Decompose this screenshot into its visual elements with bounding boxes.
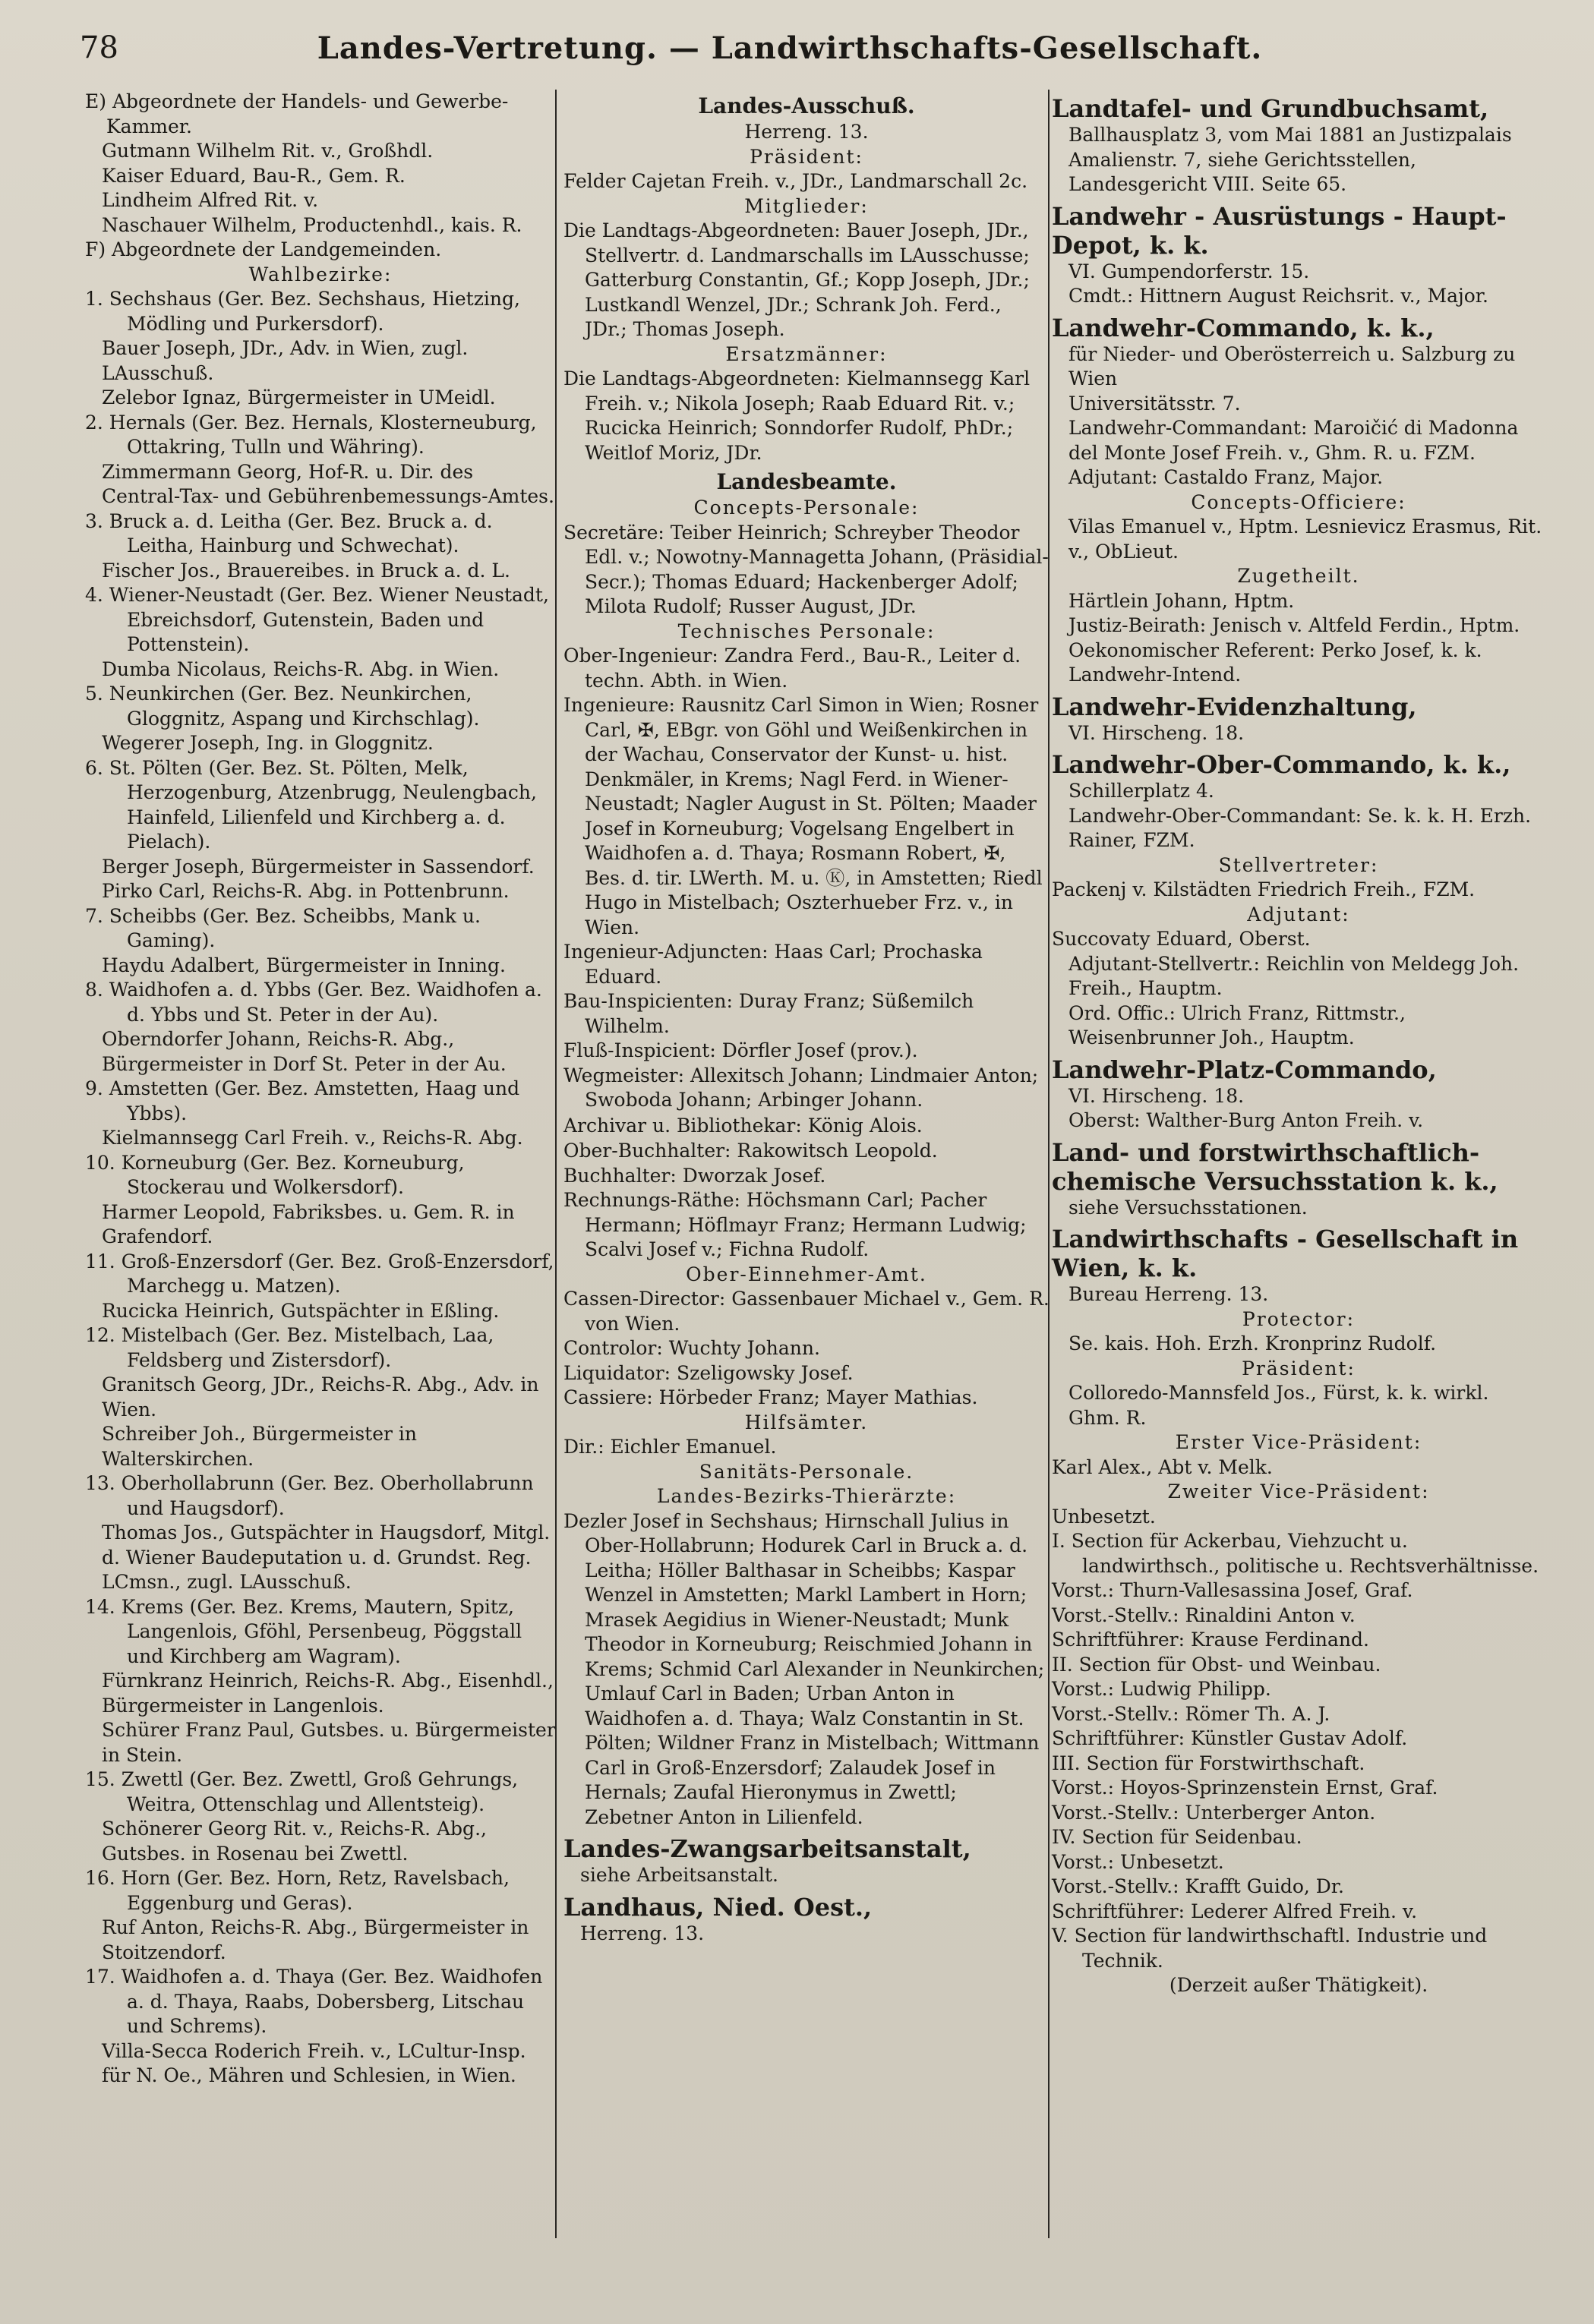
text-line: siehe Versuchsstationen.	[1068, 1196, 1308, 1219]
text-line: Berger Joseph, Bürgermeister in Sassendorf.	[102, 855, 535, 878]
column-middle	[563, 90, 1050, 1946]
text-line: Cassiere: Hörbeder Franz; Mayer Mathias.	[563, 1386, 978, 1408]
text-line: Technisches Personale:	[677, 620, 936, 642]
text-line: 16. Horn (Ger. Bez. Horn, Retz, Ravelsbach, Eggenburg und Geras).	[85, 1867, 510, 1914]
entry-heading: Landes-Ausschuß.	[698, 93, 915, 118]
text-line: siehe Arbeitsanstalt.	[580, 1864, 778, 1886]
text-line: F) Abgeordnete der Landgemeinden.	[85, 238, 442, 260]
text-line: Cassen-Director: Gassenbauer Michael v., Gem. R. von Wien.	[563, 1288, 1050, 1335]
column-right	[1052, 90, 1545, 1998]
text-line: Schriftführer: Lederer Alfred Freih. v.	[1052, 1900, 1418, 1922]
text-line: Fischer Jos., Brauereibes. in Bruck a. d. L.	[102, 559, 510, 582]
text-line: für Nieder- und Oberösterreich u. Salzburg zu Wien	[1068, 342, 1516, 389]
text-line: Ober-Ingenieur: Zandra Ferd., Bau-R., Leiter d. techn. Abth. in Wien.	[563, 645, 1021, 692]
text-line: Adjutant:	[1247, 903, 1350, 926]
text-line: Wegmeister: Allexitsch Johann; Lindmaier Anton; Swoboda Johann; Arbinger Johann.	[563, 1064, 1039, 1111]
text-line: Naschauer Wilhelm, Productenhdl., kais. R.	[102, 213, 522, 236]
entry-heading: Landesbeamte.	[716, 469, 897, 494]
text-line: Landwehr-Ober-Commandant: Se. k. k. H. Erzh. Rainer, FZM.	[1068, 804, 1532, 851]
text-line: Vorst.: Ludwig Philipp.	[1052, 1678, 1271, 1700]
text-line: Vilas Emanuel v., Hptm. Lesnievicz Erasmus, Rit. v., ObLieut.	[1068, 516, 1542, 563]
entry-heading: Landwehr-Platz-Commando,	[1052, 1055, 1437, 1084]
text-line: Pirko Carl, Reichs-R. Abg. in Pottenbrunn.	[102, 880, 510, 902]
text-line: Bureau Herreng. 13.	[1068, 1283, 1269, 1305]
text-line: VI. Hirscheng. 18.	[1068, 1084, 1245, 1107]
text-line: II. Section für Obst- und Weinbau.	[1052, 1653, 1381, 1676]
entry-heading: Landwehr - Ausrüstungs - Haupt-Depot, k. k.	[1052, 201, 1507, 260]
text-line: Vorst.-Stellv.: Rinaldini Anton v.	[1052, 1603, 1356, 1626]
text-line: Unbesetzt.	[1052, 1505, 1156, 1528]
text-line: 5. Neunkirchen (Ger. Bez. Neunkirchen, Gloggnitz, Aspang und Kirchschlag).	[85, 683, 480, 730]
text-line: Buchhalter: Dworzak Josef.	[563, 1164, 826, 1187]
text-line: Fluß-Inspicient: Dörfler Josef (prov.).	[563, 1039, 918, 1061]
text-line: Hilfsämter.	[744, 1411, 869, 1433]
text-line: Succovaty Eduard, Oberst.	[1052, 928, 1311, 950]
text-line: Oberst: Walther-Burg Anton Freih. v.	[1068, 1109, 1424, 1131]
text-line: Stellvertreter:	[1218, 853, 1379, 876]
text-line: Lindheim Alfred Rit. v.	[102, 189, 319, 211]
text-line: Vorst.-Stellv.: Römer Th. A. J.	[1052, 1702, 1330, 1725]
entry-heading: Landhaus, Nied. Oest.,	[563, 1892, 873, 1922]
text-line: 8. Waidhofen a. d. Ybbs (Ger. Bez. Waidhofen a. d. Ybbs und St. Peter in der Au).	[85, 979, 542, 1026]
text-line: Kielmannsegg Carl Freih. v., Reichs-R. Abg.	[102, 1127, 523, 1149]
text-line: Cmdt.: Hittnern August Reichsrit. v., Major.	[1068, 285, 1488, 307]
text-line: Vorst.: Thurn-Vallesassina Josef, Graf.	[1052, 1579, 1413, 1601]
text-line: 14. Krems (Ger. Bez. Krems, Mautern, Spitz, Langenlois, Gföhl, Persenbeug, Pöggstall und Kirchberg am Wagram).	[85, 1595, 522, 1667]
text-line: Herreng. 13.	[580, 1922, 705, 1944]
entry-heading: Landwehr-Commando, k. k.,	[1052, 313, 1435, 342]
text-line: 10. Korneuburg (Ger. Bez. Korneuburg, Stockerau und Wolkersdorf).	[85, 1151, 465, 1198]
text-line: 6. St. Pölten (Ger. Bez. St. Pölten, Melk, Herzogenburg, Atzenbrugg, Neulengbach, Hainfeld, Lilienfeld und Kirchberg a. d. Pielach).	[85, 756, 537, 853]
text-line: Universitätsstr. 7.	[1068, 392, 1241, 415]
text-line: Zugetheilt.	[1237, 565, 1360, 587]
text-line: Adjutant-Stellvertr.: Reichlin von Meldegg Joh. Freih., Hauptm.	[1068, 952, 1520, 999]
text-line: Archivar u. Bibliothekar: König Alois.	[563, 1114, 923, 1137]
text-line: 9. Amstetten (Ger. Bez. Amstetten, Haag und Ybbs).	[85, 1077, 520, 1124]
text-line: Fürnkranz Heinrich, Reichs-R. Abg., Eisenhdl., Bürgermeister in Langenlois.	[102, 1670, 554, 1717]
text-line: Schillerplatz 4.	[1068, 780, 1214, 802]
text-line: Sanitäts-Personale.	[699, 1460, 914, 1483]
text-line: Vorst.-Stellv.: Krafft Guido, Dr.	[1052, 1875, 1344, 1897]
text-line: Kaiser Eduard, Bau-R., Gem. R.	[102, 164, 406, 187]
text-line: Ord. Offic.: Ulrich Franz, Rittmstr., Weisenbrunner Joh., Hauptm.	[1068, 1001, 1406, 1048]
text-line: 1. Sechshaus (Ger. Bez. Sechshaus, Hietzing, Mödling und Purkersdorf).	[85, 288, 520, 335]
text-line: Vorst.: Unbesetzt.	[1052, 1850, 1224, 1873]
text-line: Colloredo-Mannsfeld Jos., Fürst, k. k. wirkl. Ghm. R.	[1068, 1382, 1489, 1429]
text-line: 15. Zwettl (Ger. Bez. Zwettl, Groß Gehrungs, Weitra, Ottenschlag und Allentsteig).	[85, 1768, 519, 1815]
text-line: 2. Hernals (Ger. Bez. Hernals, Klosterneuburg, Ottakring, Tulln und Währing).	[85, 411, 537, 458]
text-line: Mitglieder:	[744, 194, 869, 217]
text-line: 13. Oberhollabrunn (Ger. Bez. Oberhollabrunn und Haugsdorf).	[85, 1472, 534, 1519]
entry-heading: Landwehr-Evidenzhaltung,	[1052, 692, 1417, 721]
text-line: Protector:	[1242, 1307, 1356, 1330]
text-line: Ober-Einnehmer-Amt.	[686, 1263, 927, 1285]
page-number: 78	[80, 30, 118, 65]
text-line: Karl Alex., Abt v. Melk.	[1052, 1455, 1273, 1478]
entry-heading: Landwehr-Ober-Commando, k. k.,	[1052, 750, 1511, 779]
text-line: Schriftführer: Krause Ferdinand.	[1052, 1629, 1369, 1651]
text-line: Liquidator: Szeligowsky Josef.	[563, 1361, 854, 1384]
text-line: Die Landtags-Abgeordneten: Bauer Joseph, JDr., Stellvertr. d. Landmarschalls im LAusschusse; Gatterburg Constantin, Gf.; Kopp Joseph, JDr.; Lustkandl Wenzel, JDr.; Schrank Joh. Ferd., JDr.; Thomas Joseph.	[563, 219, 1030, 340]
text-line: Thomas Jos., Gutspächter in Haugsdorf, Mitgl. d. Wiener Baudeputation u. d. Grundst. Reg. LCmsn., zugl. LAusschuß.	[102, 1521, 551, 1593]
text-line: E) Abgeordnete der Handels- und Gewerbe-Kammer.	[85, 90, 509, 137]
text-line: Villa-Secca Roderich Freih. v., LCultur-Insp. für N. Oe., Mähren und Schlesien, in Wien.	[102, 2039, 526, 2086]
text-line: Bauer Joseph, JDr., Adv. in Wien, zugl. LAusschuß.	[102, 337, 469, 384]
text-line: VI. Gumpendorferstr. 15.	[1068, 260, 1310, 282]
text-line: Granitsch Georg, JDr., Reichs-R. Abg., Adv. in Wien.	[102, 1373, 539, 1421]
text-line: Schreiber Joh., Bürgermeister in Walterskirchen.	[102, 1423, 418, 1470]
entry-heading: Landtafel- und Grundbuchsamt,	[1052, 94, 1489, 123]
text-line: Oekonomischer Referent: Perko Josef, k. k. Landwehr-Intend.	[1068, 639, 1482, 686]
text-line: Concepts-Officiere:	[1191, 490, 1406, 513]
text-line: (Derzeit außer Thätigkeit).	[1169, 1974, 1428, 1996]
text-line: VI. Hirscheng. 18.	[1068, 721, 1245, 744]
text-line: Haydu Adalbert, Bürgermeister in Inning.	[102, 954, 506, 976]
text-line: Landwehr-Commandant: Maroičić di Madonna del Monte Josef Freih. v., Ghm. R. u. FZM.	[1068, 417, 1519, 464]
text-line: Justiz-Beirath: Jenisch v. Altfeld Ferdin., Hptm.	[1068, 614, 1520, 636]
text-line: Packenj v. Kilstädten Friedrich Freih., FZM.	[1052, 878, 1476, 900]
page-header	[46, 30, 1534, 87]
text-line: Oberndorfer Johann, Reichs-R. Abg., Bürgermeister in Dorf St. Peter in der Au.	[102, 1028, 507, 1075]
text-line: Gutmann Wilhelm Rit. v., Großhdl.	[102, 140, 434, 162]
text-line: 17. Waidhofen a. d. Thaya (Ger. Bez. Waidhofen a. d. Thaya, Raabs, Dobersberg, Litschau und Schrems).	[85, 1966, 543, 2037]
text-line: Adjutant: Castaldo Franz, Major.	[1068, 466, 1384, 488]
text-line: Dir.: Eichler Emanuel.	[563, 1436, 777, 1458]
text-line: III. Section für Forstwirthschaft.	[1052, 1752, 1365, 1774]
entry-heading: Landwirthschafts - Gesellschaft in Wien, k. k.	[1052, 1225, 1519, 1282]
text-line: Rucicka Heinrich, Gutspächter in Eßling.	[102, 1299, 500, 1322]
text-line: Se. kais. Hoh. Erzh. Kronprinz Rudolf.	[1068, 1332, 1437, 1354]
text-line: Ballhausplatz 3, vom Mai 1881 an Justizpalais Amalienstr. 7, siehe Gerichtsstellen, Landesgericht VIII. Seite 65.	[1068, 124, 1512, 195]
text-line: Präsident:	[750, 145, 863, 168]
text-line: Dumba Nicolaus, Reichs-R. Abg. in Wien.	[102, 657, 500, 680]
text-line: Herreng. 13.	[744, 121, 869, 143]
text-line: 3. Bruck a. d. Leitha (Ger. Bez. Bruck a. d. Leitha, Hainburg und Schwechat).	[85, 509, 493, 557]
text-line: Die Landtags-Abgeordneten: Kielmannsegg Karl Freih. v.; Nikola Joseph; Raab Eduard Rit. v.; Rucicka Heinrich; Sonndorfer Rudolf, PhDr.; Weitlof Moriz, JDr.	[563, 367, 1031, 464]
text-line: 4. Wiener-Neustadt (Ger. Bez. Wiener Neustadt, Ebreichsdorf, Gutenstein, Baden und Pottenstein).	[85, 584, 549, 655]
text-line: Landes-Bezirks-Thierärzte:	[656, 1485, 957, 1507]
text-line: Concepts-Personale:	[693, 497, 920, 519]
text-line: Zweiter Vice-Präsident:	[1167, 1480, 1430, 1503]
text-line: IV. Section für Seidenbau.	[1052, 1826, 1302, 1848]
text-line: 7. Scheibbs (Ger. Bez. Scheibbs, Mank u. Gaming).	[85, 904, 481, 951]
text-line: Präsident:	[1242, 1357, 1356, 1380]
text-line: Ingenieur-Adjuncten: Haas Carl; Prochaska Eduard.	[563, 941, 983, 988]
text-line: 12. Mistelbach (Ger. Bez. Mistelbach, Laa, Feldsberg und Zistersdorf).	[85, 1324, 494, 1371]
text-line: Ober-Buchhalter: Rakowitsch Leopold.	[563, 1140, 938, 1162]
text-line: I. Section für Ackerbau, Viehzucht u. landwirthsch., politische u. Rechtsverhältnisse.	[1052, 1530, 1539, 1577]
text-line: Harmer Leopold, Fabriksbes. u. Gem. R. in Grafendorf.	[102, 1200, 515, 1247]
entry-heading: Land- und forstwirthschaftlich-chemische Versuchsstation k. k.,	[1052, 1137, 1498, 1196]
text-line: Ruf Anton, Reichs-R. Abg., Bürgermeister in Stoitzendorf.	[102, 1916, 529, 1963]
text-line: Schönerer Georg Rit. v., Reichs-R. Abg., Gutsbes. in Rosenau bei Zwettl.	[102, 1818, 487, 1865]
text-line: V. Section für landwirthschaftl. Industrie und Technik.	[1052, 1925, 1488, 1972]
text-line: Zimmermann Georg, Hof-R. u. Dir. des Central-Tax- und Gebührenbemessungs-Amtes.	[102, 460, 554, 507]
text-line: 11. Groß-Enzersdorf (Ger. Bez. Groß-Enzersdorf, Marchegg u. Matzen).	[85, 1250, 554, 1297]
text-line: Vorst.-Stellv.: Unterberger Anton.	[1052, 1801, 1376, 1824]
text-line: Dezler Josef in Sechshaus; Hirnschall Julius in Ober-Hollabrunn; Hodurek Carl in Bruck a. d. Leitha; Höller Balthasar in Scheibbs; Kaspar Wenzel in Amstetten; Markl Lambert in Horn; Mrasek Aegidius in Wiener-Neustadt; Munk Theodor in Korneuburg; Reischmied Johann in Krems; Schmid Carl Alexander in Neunkirchen; Umlauf Carl in Baden; Urban Anton in Waidhofen a. d. Thaya; Walz Constantin in St. Pölten; Wildner Franz in Mistelbach; Wittmann Carl in Groß-Enzersdorf; Zalaudek Josef in Hernals; Zaufal Hieronymus in Zwettl; Zebetner Anton in Lilienfeld.	[563, 1509, 1045, 1828]
text-line: Ersatzmänner:	[725, 342, 888, 365]
text-line: Wahlbezirke:	[248, 263, 393, 285]
text-line: Rechnungs-Räthe: Höchsmann Carl; Pacher Hermann; Höflmayr Franz; Hermann Ludwig; Scalvi Josef v.; Fichna Rudolf.	[563, 1189, 1027, 1260]
text-line: Schürer Franz Paul, Gutsbes. u. Bürgermeister in Stein.	[102, 1719, 556, 1766]
text-line: Controlor: Wuchty Johann.	[563, 1337, 820, 1359]
text-line: Härtlein Johann, Hptm.	[1068, 589, 1295, 612]
text-line: Bau-Inspicienten: Duray Franz; Süßemilch Wilhelm.	[563, 990, 974, 1037]
text-line: Ingenieure: Rausnitz Carl Simon in Wien; Rosner Carl, ✠, EBgr. von Göhl und Weißenkirchen in der Wachau, Conservator der Kunst- u. hist. Denkmäler, in Krems; Nagl Ferd. in Wiener-Neustadt; Nagler August in St. Pölten; Maader Josef in Korneuburg; Vogelsang Engelbert in Waidhofen a. d. Thaya; Rosmann Robert, ✠, Bes. d. tir. LWerth. M. u. Ⓚ, in Amstetten; Riedl Hugo in Mistelbach; Oszterhueber Frz. v., in Wien.	[563, 694, 1043, 938]
column-left	[85, 90, 556, 2089]
text-line: Erster Vice-Präsident:	[1175, 1431, 1422, 1453]
text-line: Schriftführer: Künstler Gustav Adolf.	[1052, 1727, 1408, 1749]
entry-heading: Landes-Zwangsarbeitsanstalt,	[563, 1834, 971, 1863]
text-line: Felder Cajetan Freih. v., JDr., Landmarschall 2c.	[563, 170, 1028, 192]
page-title: Landes-Vertretung. — Landwirthschafts-Gesellschaft.	[317, 30, 1263, 66]
text-line: Vorst.: Hoyos-Sprinzenstein Ernst, Graf.	[1052, 1777, 1438, 1799]
text-line: Zelebor Ignaz, Bürgermeister in UMeidl.	[102, 386, 496, 408]
text-line: Wegerer Joseph, Ing. in Gloggnitz.	[102, 732, 434, 754]
text-line: Secretäre: Teiber Heinrich; Schreyber Theodor Edl. v.; Nowotny-Mannagetta Johann, (Präsidial-Secr.); Thomas Eduard; Hackenberger Adolf; Milota Rudolf; Russer August, JDr.	[563, 521, 1049, 617]
